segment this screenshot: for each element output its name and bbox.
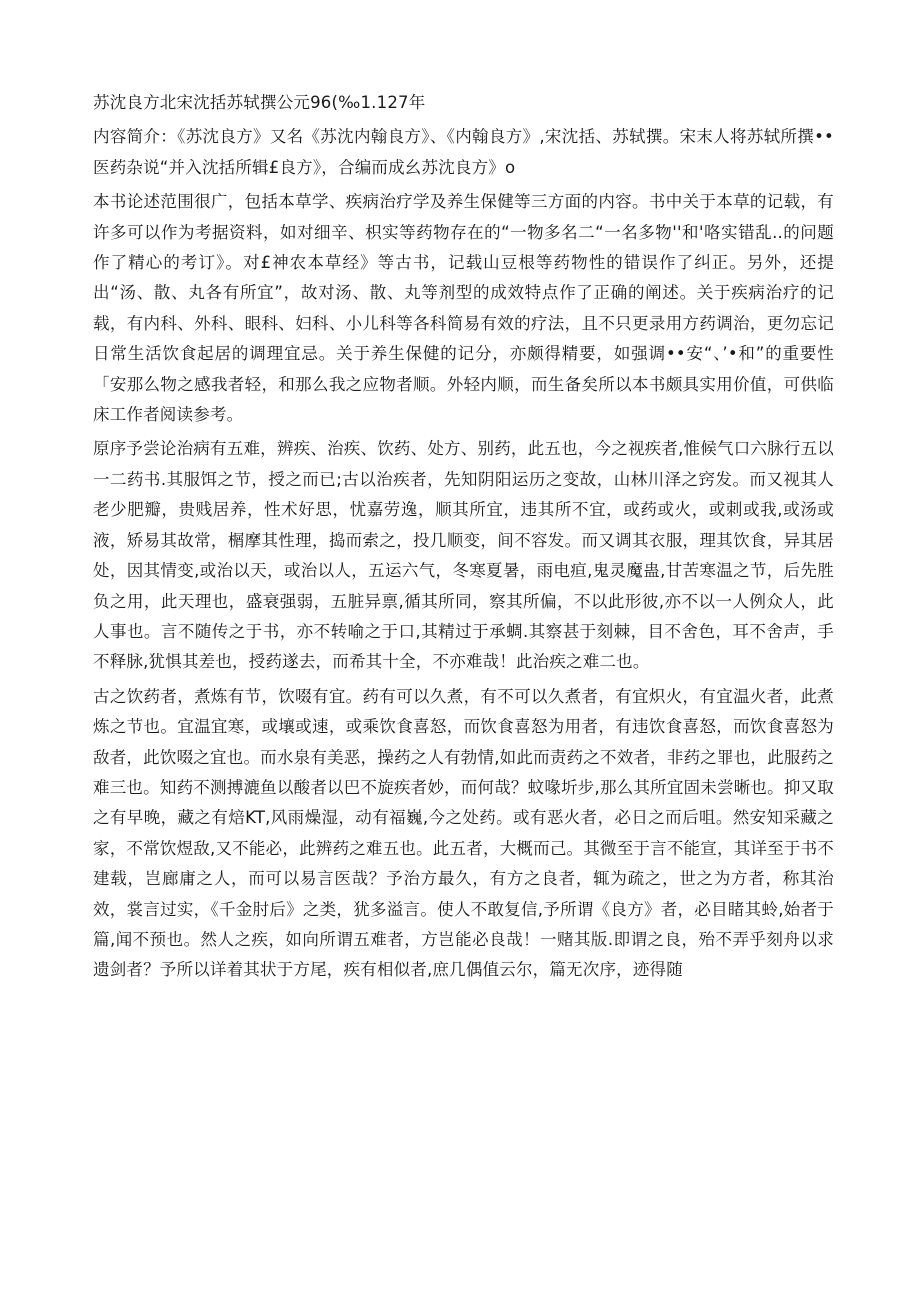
content-summary-paragraph: 内容简介：《苏沈良方》又名《苏沈内翰良方》、《内翰良方》,宋沈括、苏轼撰。宋末人将苏轼所撰••医药杂说“并入沈括所辑£良方》，合编而成幺苏沈良方》o (93, 127, 834, 177)
scope-paragraph: 本书论述范围很广，包括本草学、疾病治疗学及养生保健等三方面的内容。书中关于本草的记载，有许多可以作为考据资料，如对细辛、枳实等药物存在的“一物多名二“一名多物''和'咯实错乱..的问题作了精心的考订》。对£神农本草经》等古书，记载山豆根等药物性的错误作了纠正。另外，还提出“汤、散、丸各有所宜”，故对汤、散、丸等剂型的成效特点作了正确的阐述。关于疾病治疗的记载，有内科、外科、眼科、妇科、小儿科等各科简易有效的疗法，且不只更录用方药调治，更勿忘记日常生活饮食起居的调理宜忌。关于养生保健的记分，亦颇得精要，如强调••安“、’•和”的重要性「安那么物之感我者轻，和那么我之应物者顺。外轻内顺，而生备矣所以本书颇具实用价值，可供临床工作者阅读参考。 (93, 192, 834, 425)
document-title: 苏沈良方北宋沈括苏轼撰公元96(‰1.127年 (93, 93, 426, 112)
medicine-taking-paragraph: 古之饮药者，煮炼有节，饮啜有宜。药有可以久煮，有不可以久煮者，有宜炽火，有宜温火者，此煮炼之节也。宜温宜寒，或壤或速，或乘饮食喜怒，而饮食喜怒为用者，有违饮食喜怒，而饮食喜怒为敌者，此饮啜之宜也。而水泉有美恶，操药之人有勃情,如此而责药之不效者，非药之罪也，此服药之难三也。知药不测搏漉鱼以酸者以巴不旋疾者妙，而何哉？蚊喙圻步,那么其所宜固未尝晰也。抑又取之有早晚，藏之有焙KT,风雨燥湿，动有福巍,今之处药。或有恶火者，必日之而后咀。然安知采藏之家，不常饮煜敌,又不能必，此辨药之难五也。此五者，大概而己。其微至于言不能宣，其详至于书不建载，岂廊庸之人，而可以易言医哉？予治方最久，有方之良者，辄为疏之，世之为方者，称其治效，裳言过实，《千金肘后》之类，犹多溢言。使人不敢复信,予所谓《良方》者，必目睹其蛉,始者于篇,闻不预也。然人之疾，如向所谓五难者，方岂能必良哉！一赌其版.即谓之良，殆不弄乎刻舟以求遗剑者？予所以详着其状于方尾，疾有相似者,庶几偶值云尔，篇无次序，迹得随 (93, 686, 834, 980)
original-preface-paragraph: 原序予尝论治病有五难，辨疾、治疾、饮药、处方、别药，此五也，今之视疾者,惟候气口六脉行五以一二药书.其服饵之节，授之而已;古以治疾者，先知阴阳运历之变故，山林川泽之窍发。而又视其人老少肥瓣，贵贱居养，性术好思，忧嘉劳逸，顺其所宜，违其所不宜，或药或火，或刺或我,或汤或液，矫易其故常，榍摩其性理，捣而索之，投几顺变，间不容发。而又调其衣服，理其饮食，异其居处，因其情变,或治以天，或治以人，五运六气，冬寒夏暑，雨电疸,鬼灵魔蛊,甘苦寒温之节，后先胜负之用，此天理也，盛衰强弱，五脏异禀,循其所同，察其所偏，不以此形彼,亦不以一人例众人，此人事也。言不随传之于书，亦不转喻之于口,其精过于承蜩.其察甚于刻棘，目不舍色，耳不舍声，手不释脉,犹惧其差也，授药遂去，而希其十全，不亦难哉！此治疾之难二也。 (93, 439, 834, 672)
